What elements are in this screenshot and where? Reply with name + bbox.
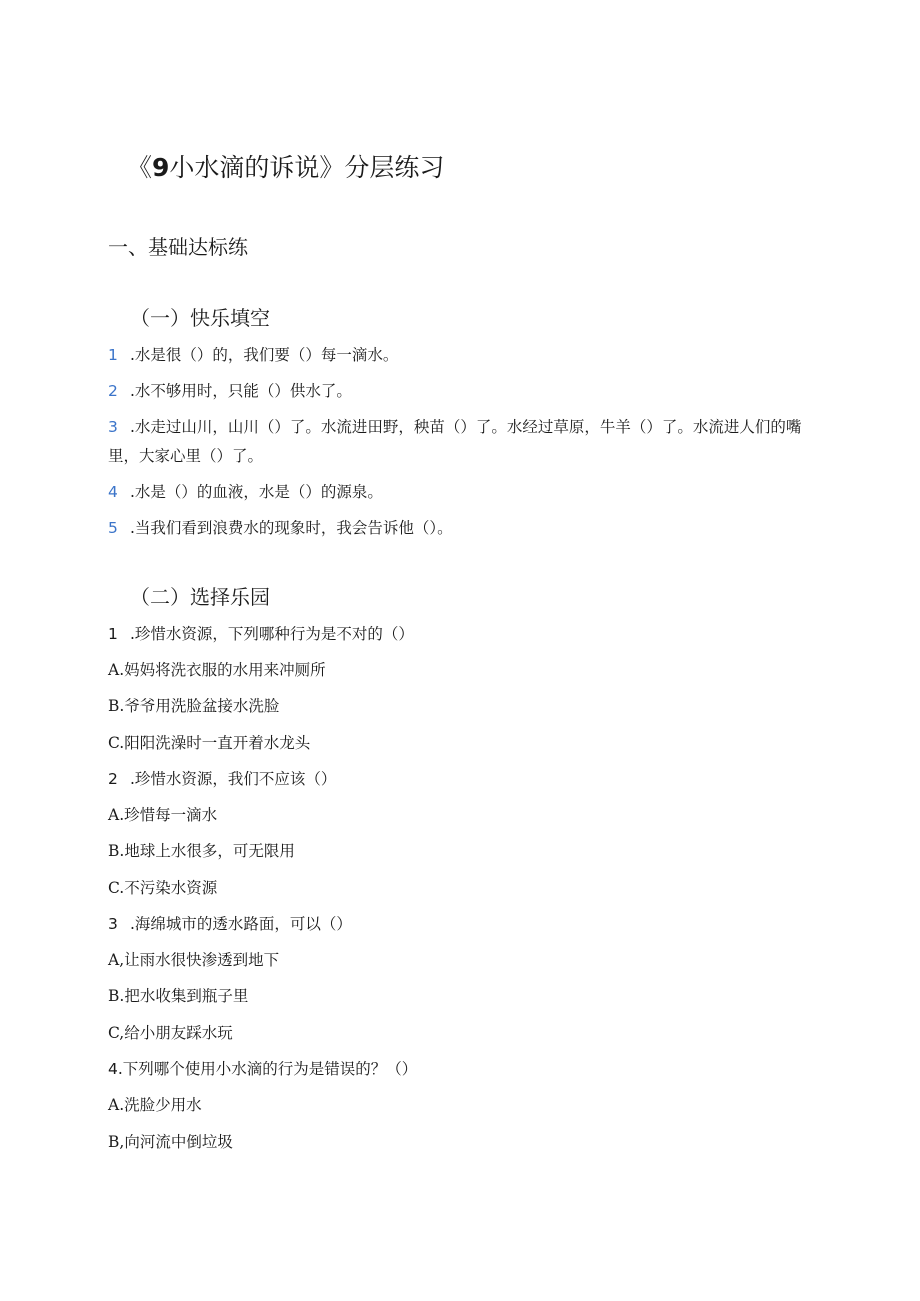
fill-item-2 — [108, 377, 808, 406]
fill-item-5 — [108, 514, 808, 543]
choice-option: B,向河流中倒垃圾 — [108, 1133, 233, 1151]
choice-option: A,让雨水很快渗透到地下 — [108, 951, 280, 969]
fill-item-number: 5 — [108, 519, 118, 537]
choice-question-number: 4 — [108, 1060, 118, 1078]
fill-item-text: .当我们看到浪费水的现象时，我会告诉他（）。 — [130, 519, 453, 537]
choice-question-number: 3 — [108, 915, 118, 933]
choice-question-number: 2 — [108, 770, 118, 788]
fill-item-text: .水是很（）的，我们要（）每一滴水。 — [130, 346, 399, 364]
section-heading-basic: 一、基础达标练 — [108, 235, 248, 259]
choice-question-text: .下列哪个使用小水滴的行为是错误的？（） — [117, 1060, 418, 1078]
choice-option: A.珍惜每一滴水 — [108, 806, 218, 824]
choice-question-text: .珍惜水资源，我们不应该（） — [130, 770, 337, 788]
choice-option: B.把水收集到瓶子里 — [108, 987, 249, 1005]
fill-item-text: .水走过山川，山川（）了。水流进田野，秧苗（）了。水经过草原，牛羊（）了。水流进人们的嘴里，大家心里（）了。 — [108, 418, 802, 465]
part-heading-multiple-choice: （二）选择乐园 — [130, 585, 270, 609]
choice-question-number: 1 — [108, 625, 118, 643]
choice-question-1 — [108, 620, 808, 649]
title-prefix: 《 — [127, 153, 153, 182]
choice-option: A.妈妈将洗衣服的水用来冲厕所 — [108, 661, 326, 679]
choice-question-4 — [108, 1055, 808, 1084]
choice-question-text: .海绵城市的透水路面，可以（） — [130, 915, 352, 933]
fill-item-number: 1 — [108, 346, 118, 364]
part-heading-fill-blanks: （一）快乐填空 — [130, 306, 270, 330]
fill-item-3 — [108, 413, 808, 471]
choice-option: C.阳阳洗澡时一直开着水龙头 — [108, 734, 311, 752]
choice-option: B.地球上水很多，可无限用 — [108, 842, 295, 860]
choice-option: C,给小朋友踩水玩 — [108, 1024, 233, 1042]
choice-option: B.爷爷用洗脸盆接水洗脸 — [108, 697, 280, 715]
fill-item-text: .水不够用时，只能（）供水了。 — [130, 382, 352, 400]
fill-item-number: 2 — [108, 382, 118, 400]
document-title — [127, 148, 444, 184]
fill-item-4 — [108, 478, 808, 507]
title-lesson-number: 9 — [152, 153, 170, 182]
fill-item-text: .水是（）的血液，水是（）的源泉。 — [130, 483, 383, 501]
choice-question-text: .珍惜水资源，下列哪种行为是不对的（） — [130, 625, 414, 643]
choice-option: A.洗脸少用水 — [108, 1096, 202, 1114]
fill-item-1 — [108, 341, 808, 370]
fill-item-number: 4 — [108, 483, 118, 501]
choice-option: C.不污染水资源 — [108, 879, 218, 897]
title-text: 小水滴的诉说》分层练习 — [169, 153, 445, 182]
choice-question-3 — [108, 910, 808, 939]
choice-question-2 — [108, 765, 808, 794]
fill-item-number: 3 — [108, 418, 118, 436]
